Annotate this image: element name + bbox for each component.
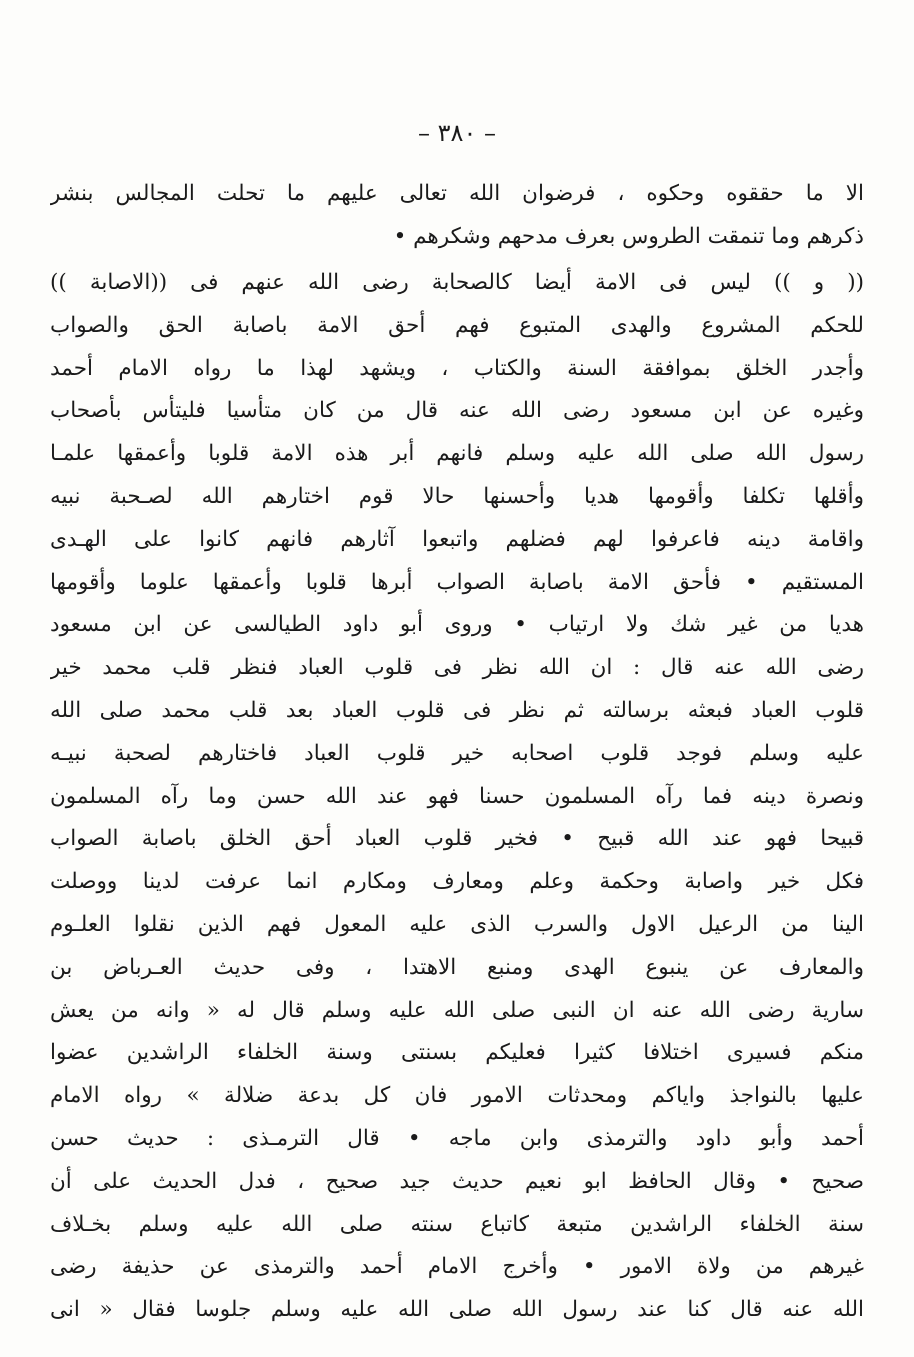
text-line: وأقلها تكلفا وأقومها هديا وأحسنها حالا قوم اختارهم الله لصـحبة نبيه: [50, 483, 864, 509]
text-line: الينا من الرعيل الاول والسرب الذى عليه المعول فهم الذين نقلوا العلـوم: [50, 911, 864, 937]
text-line: وغيره عن ابن مسعود رضى الله عنه قال من كان متأسيا فليتأس بأصحاب: [50, 398, 864, 424]
text-line: سارية رضى الله عنه ان النبى صلى الله عليه وسلم قال له « وانه من يعش: [50, 997, 864, 1023]
text-line: هديا من غير شك ولا ارتياب • وروى أبو داود الطيالسى عن ابن مسعود: [50, 612, 864, 638]
text-line: المستقيم • فأحق الامة باصابة الصواب أبرها قلوبا وأعمقها علوما وأقومها: [50, 569, 864, 595]
paragraph-1: [50, 172, 864, 258]
text-line: رضى الله عنه قال : ان الله نظر فى قلوب العباد فنظر قلب محمد خير: [50, 655, 864, 681]
text-line: للحكم المشروع والهدى المتبوع فهم أحق الامة باصابة الحق والصواب: [50, 312, 864, 338]
text-line: عليها بالنواجذ واياكم ومحدثات الامور فان كل بدعة ضلالة » رواه الامام: [50, 1083, 864, 1109]
text-line: فكل خير واصابة وحكمة وعلم ومعارف ومكارم انما عرفت لدينا ووصلت: [50, 869, 864, 895]
text-line: قبيحا فهو عند الله قبيح • فخير قلوب العباد أحق الخلق باصابة الصواب: [50, 826, 864, 852]
text-line: قلوب العباد فبعثه برسالته ثم نظر فى قلوب العباد بعد قلب محمد صلى الله: [50, 697, 864, 723]
text-line: الله عنه قال كنا عند رسول الله صلى الله عليه وسلم جلوسا فقال « انى: [50, 1297, 864, 1323]
text-line: صحيح • وقال الحافظ ابو نعيم حديث جيد صحيح ، فدل الحديث على أن: [50, 1168, 864, 1194]
text-line: (( و )) ليس فى الامة أيضا كالصحابة رضى الله عنهم فى ((الاصابة )): [50, 270, 864, 295]
text-line: وأجدر الخلق بموافقة السنة والكتاب ، ويشهد لهذا ما رواه الامام أحمد: [50, 355, 864, 381]
text-line: واقامة دينه فاعرفوا لهم فضلهم واتبعوا آثارهم فانهم كانوا على الهـدى: [50, 526, 864, 552]
paragraph-2: [50, 262, 864, 1332]
text-line: غيرهم من ولاة الامور • وأخرج الامام أحمد والترمذى عن حذيفة رضى: [50, 1254, 864, 1280]
text-line: سنة الخلفاء الراشدين متبعة كاتباع سنته صلى الله عليه وسلم بخـلاف: [50, 1211, 864, 1237]
text-line: أحمد وأبو داود والترمذى وابن ماجه • قال الترمـذى : حديث حسن: [50, 1125, 864, 1151]
page-number: – ٣٨٠ –: [418, 119, 496, 147]
text-line: ونصرة دينه فما رآه المسلمون حسنا فهو عند الله حسن وما رآه المسلمون: [50, 783, 864, 809]
text-line: عليه وسلم فوجد قلوب اصحابه خير قلوب العباد فاختارهم لصحبة نبيـه: [50, 740, 864, 766]
text-line: رسول الله صلى الله عليه وسلم فانهم أبر هذه الامة قلوبا وأعمقها علمـا: [50, 441, 864, 467]
text-line: منكم فسيرى اختلافا كثيرا فعليكم بسنتى وسنة الخلفاء الراشدين عضوا: [50, 1040, 864, 1066]
text-line: والمعارف عن ينبوع الهدى ومنبع الاهتدا ، وفى حديث العـرباض بن: [50, 954, 864, 980]
text-line: ذكرهم وما تنمقت الطروس بعرف مدحهم وشكرهم •: [393, 224, 864, 249]
text-line: الا ما حققوه وحكوه ، فرضوان الله تعالى عليهم ما تحلت المجالس بنشر: [50, 181, 864, 206]
